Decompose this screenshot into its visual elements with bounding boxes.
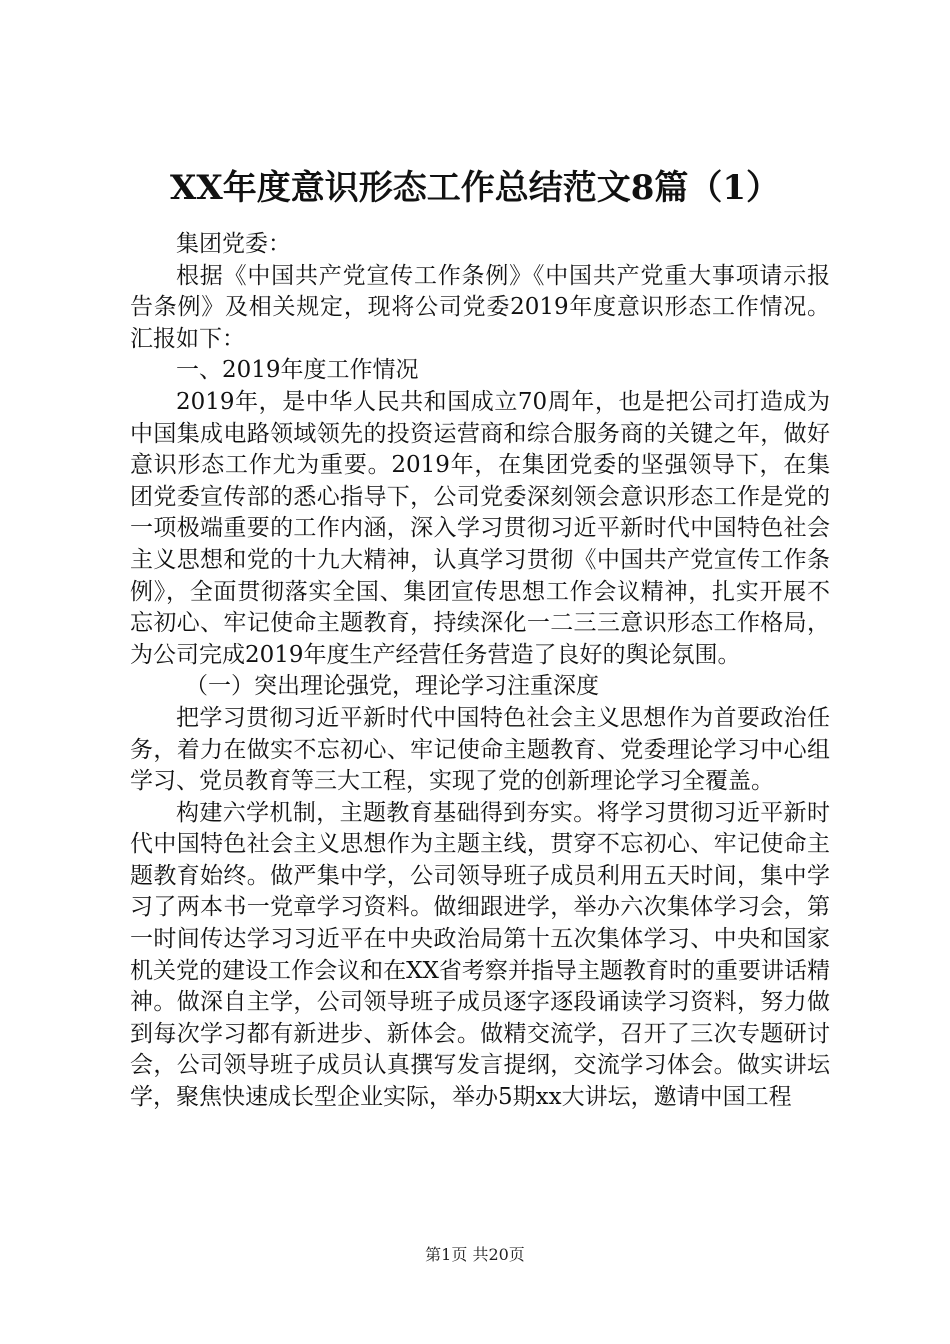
body-paragraph: 构建六学机制，主题教育基础得到夯实。将学习贯彻习近平新时代中国特色社会主义思想作为主题主线，贯穿不忘初心、牢记使命主题教育始终。做严集中学，公司领导班子成员利用五天时间，集中学习了两本书一党章学习资料。做细跟进学，举办六次集体学习会，第一时间传达学习习近平在中央政治局第十五次集体学习、中央和国家机关党的建设工作会议和在XX省考察并指导主题教育时的重要讲话精神。做深自主学，公司领导班子成员逐字逐段诵读学习资料，努力做到每次学习都有新进步、新体会。做精交流学，召开了三次专题研讨会，公司领导班子成员认真撰写发言提纲，交流学习体会。做实讲坛学，聚焦快速成长型企业实际，举办5期xx大讲坛，邀请中国工程 (130, 799, 830, 1111)
section-heading: 一、2019年度工作情况 (176, 357, 419, 384)
page-number-footer: 第1页 共20页 (425, 1245, 525, 1264)
intro-paragraph: 根据《中国共产党宣传工作条例》《中国共产党重大事项请示报告条例》及相关规定，现将公司党委2019年度意识形态工作情况。汇报如下： (130, 262, 830, 352)
body-paragraph: 把学习贯彻习近平新时代中国特色社会主义思想作为首要政治任务，着力在做实不忘初心、牢记使命主题教育、党委理论学习中心组学习、党员教育等三大工程，实现了党的创新理论学习全覆盖。 (130, 704, 830, 795)
document-body (130, 229, 830, 1114)
salutation-paragraph: 集团党委： (176, 231, 291, 257)
subsection-heading: （一）突出理论强党，理论学习注重深度 (185, 673, 599, 700)
body-paragraph: 2019年，是中华人民共和国成立70周年，也是把公司打造成为中国集成电路领域领先的投资运营商和综合服务商的关键之年，做好意识形态工作尤为重要。2019年，在集团党委的坚强领导下，在集团党委宣传部的悉心指导下，公司党委深刻领会意识形态工作是党的一项极端重要的工作内涵，深入学习贯彻习近平新时代中国特色社会主义思想和党的十九大精神，认真学习贯彻《中国共产党宣传工作条例》，全面贯彻落实全国、集团宣传思想工作会议精神，扎实开展不忘初心、牢记使命主题教育，持续深化一二三三意识形态工作格局，为公司完成2019年度生产经营任务营造了良好的舆论氛围。 (130, 388, 830, 668)
document-title: XX年度意识形态工作总结范文8篇（1） (169, 168, 781, 208)
